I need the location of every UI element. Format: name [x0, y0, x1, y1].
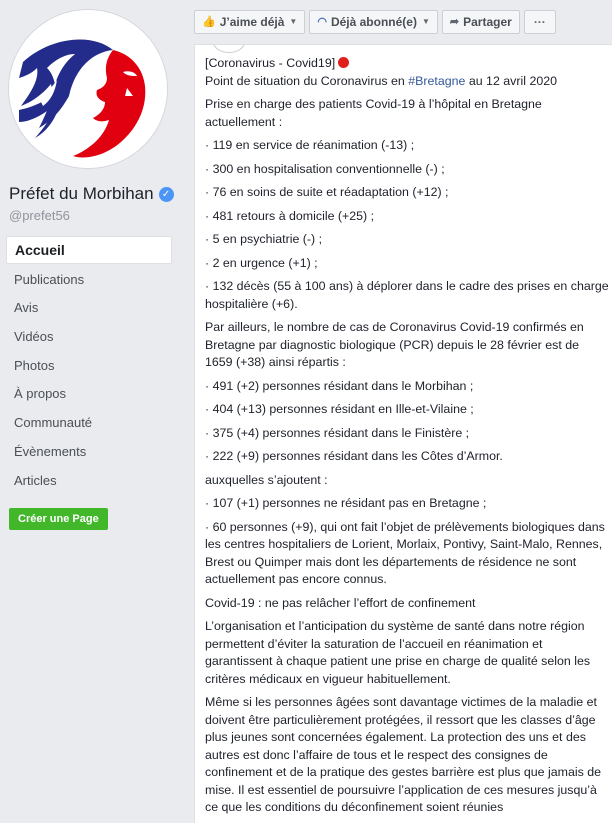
share-arrow-icon: ➦: [449, 16, 460, 28]
sidebar-item-videos[interactable]: Vidéos: [14, 329, 54, 345]
page-navigation: [6, 236, 172, 496]
page-actions-bar: [194, 10, 560, 34]
red-circle-icon: [338, 57, 349, 68]
follow-button-label: Déjà abonné(e): [330, 15, 417, 29]
chevron-down-icon: ▼: [289, 17, 298, 26]
post-header-avatar-edge: [213, 44, 245, 53]
post-paragraph: Par ailleurs, le nombre de cas de Coronavirus Covid-19 confirmés en Bretagne par diagnostic biologique (PCR) depuis le 28 février est de 1659 (+38) ainsi répartis :: [205, 320, 584, 369]
share-button[interactable]: [442, 10, 520, 34]
verified-check-icon: ✓: [159, 187, 174, 202]
post-paragraph: auxquelles s’ajoutent :: [205, 472, 328, 487]
sidebar-item-articles[interactable]: Articles: [14, 472, 57, 488]
post-paragraph: · 132 décès (55 à 100 ans) à déplorer dans le cadre des prises en charge hospitalière (+6).: [205, 279, 609, 311]
left-sidebar: [0, 0, 180, 822]
post-title-start: Point de situation du Coronavirus en: [205, 73, 409, 88]
post-paragraph: · 491 (+2) personnes résidant dans le Morbihan ;: [205, 378, 474, 393]
rss-icon: ◠: [317, 16, 327, 28]
sidebar-item-avis[interactable]: Avis: [14, 300, 39, 316]
more-options-button[interactable]: ···: [524, 10, 556, 34]
post-paragraph: Même si les personnes âgées sont davantage victimes de la maladie et doivent être particulièrement protégées, il ressort que les classes d’âge plus jeunes sont concernées également. La protection des uns et des autres est donc l’affaire de tous et le respect des consignes de confinement et de la pratique des gestes barrière est plus que jamais de mise. Il est essentiel de poursuivre l’application de ces mesures jusqu’à ce que les conditions du déconfinement soient réunies: [205, 695, 602, 814]
page-handle[interactable]: @prefet56: [9, 208, 70, 223]
page-avatar[interactable]: [9, 10, 167, 168]
post-paragraph: · 222 (+9) personnes résidant dans les Côtes d’Armor.: [205, 449, 503, 463]
post-paragraph: · 404 (+13) personnes résidant en Ille-et-Vilaine ;: [205, 402, 474, 416]
page-title[interactable]: [9, 184, 174, 204]
marianne-logo-icon: [9, 10, 167, 168]
chevron-down-icon: ▼: [421, 17, 430, 26]
thumbs-up-icon: 👍: [202, 16, 216, 28]
post-paragraph: Covid-19 : ne pas relâcher l’effort de confinement: [205, 595, 476, 610]
post-heading: [205, 55, 609, 90]
follow-button[interactable]: [309, 10, 438, 34]
post-paragraph: · 481 retours à domicile (+25) ;: [205, 208, 375, 223]
sidebar-item-publications[interactable]: Publications: [14, 271, 85, 287]
sidebar-item-communaute[interactable]: Communauté: [14, 415, 93, 431]
post-paragraph: · 60 personnes (+9), qui ont fait l’objet de prélèvements biologiques dans les centres hospitaliers de Lorient, Morlaix, Pontivy, Saint-Malo, Rennes, Brest ou Quimper mais dont les départements de résidence ne sont actuellement pas encore connus.: [205, 519, 605, 586]
sidebar-item-evenements[interactable]: Évènements: [14, 443, 87, 459]
share-button-label: Partager: [463, 15, 512, 29]
sidebar-item-photos[interactable]: Photos: [14, 357, 55, 373]
page-title-text[interactable]: Préfet du Morbihan: [9, 184, 154, 203]
post-paragraph: · 76 en soins de suite et réadaptation (+12) ;: [205, 185, 449, 199]
post-paragraph: · 107 (+1) personnes ne résidant pas en Bretagne ;: [205, 496, 487, 510]
post-paragraph: · 119 en service de réanimation (-13) ;: [205, 138, 415, 152]
post-paragraph: · 5 en psychiatrie (-) ;: [205, 232, 323, 246]
create-page-button[interactable]: Créer une Page: [9, 508, 108, 530]
post-tag-line: [Coronavirus - Covid19]: [205, 56, 336, 70]
post-paragraph: L’organisation et l’anticipation du système de santé dans notre région permettent d’éviter la saturation de l’accueil en réanimation et garantissent à chaque patient une prise en charge de qualité selon les critères médicaux en vigueur habituellement.: [205, 619, 591, 686]
sidebar-item-accueil[interactable]: Accueil: [6, 236, 172, 264]
post-paragraph: Prise en charge des patients Covid-19 à l’hôpital en Bretagne actuellement :: [205, 97, 542, 129]
post-paragraph: · 375 (+4) personnes résidant dans le Finistère ;: [205, 425, 470, 440]
hashtag-link[interactable]: #Bretagne: [408, 73, 466, 88]
post-paragraph: · 300 en hospitalisation conventionnelle (-) ;: [205, 161, 445, 176]
sidebar-item-a-propos[interactable]: À propos: [14, 386, 67, 402]
post-card: [194, 44, 612, 823]
post-title-end: au 12 avril 2020: [465, 73, 558, 88]
like-button-label: J’aime déjà: [219, 15, 285, 29]
post-paragraph: · 2 en urgence (+1) ;: [205, 255, 318, 270]
post-text: [205, 55, 609, 823]
like-button[interactable]: [194, 10, 305, 34]
